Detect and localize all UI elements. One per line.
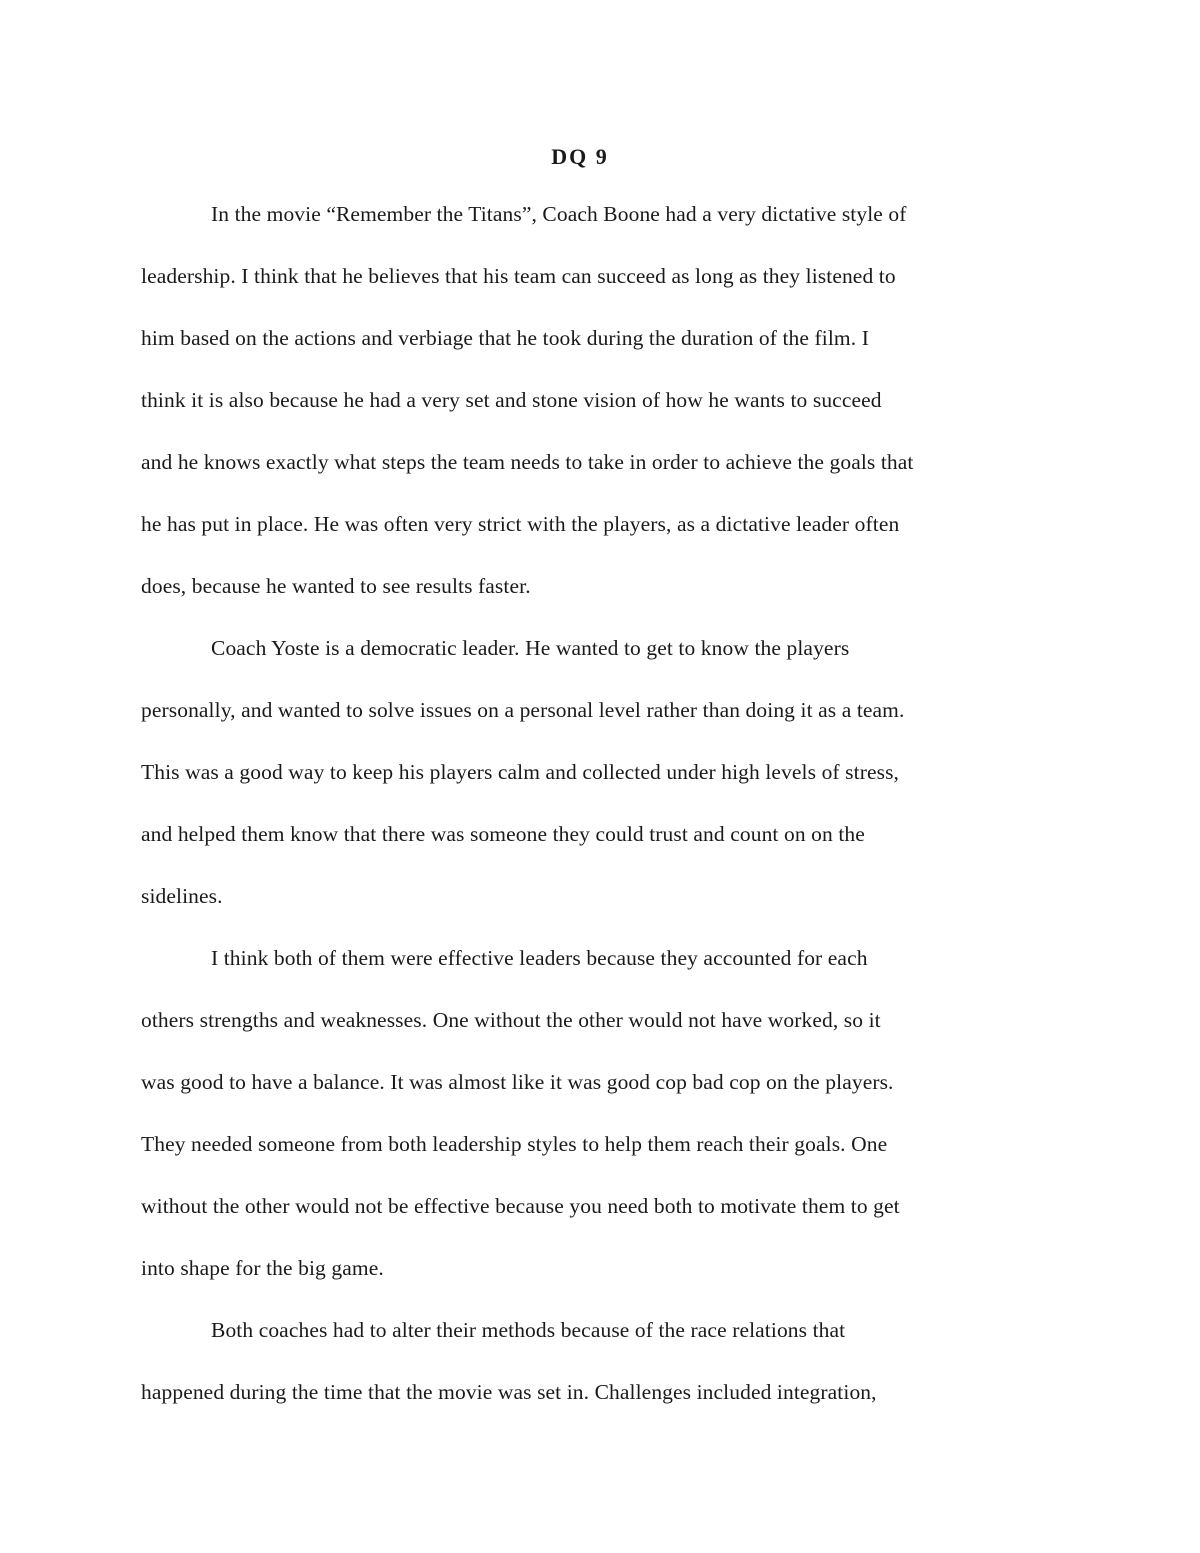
paragraph-4-line-2: happened during the time that the movie was set in. Challenges included integration, bbox=[141, 1380, 877, 1404]
paragraph-1-line-4: think it is also because he had a very set and stone vision of how he wants to succeed bbox=[141, 388, 882, 412]
paragraph-1-line-2: leadership. I think that he believes that his team can succeed as long as they listened to bbox=[141, 264, 896, 288]
paragraph-4-line-1: Both coaches had to alter their methods because of the race relations that bbox=[211, 1318, 846, 1342]
paragraph-2-line-5: sidelines. bbox=[141, 884, 223, 908]
paragraph-1-line-7: does, because he wanted to see results faster. bbox=[141, 574, 531, 598]
paragraph-3-line-3: was good to have a balance. It was almost like it was good cop bad cop on the players. bbox=[141, 1070, 894, 1094]
paragraph-3-line-4: They needed someone from both leadership styles to help them reach their goals. One bbox=[141, 1132, 888, 1156]
paragraph-3-line-1: I think both of them were effective leaders because they accounted for each bbox=[211, 946, 868, 970]
paragraph-2-line-2: personally, and wanted to solve issues on a personal level rather than doing it as a team. bbox=[141, 698, 905, 722]
paragraph-3-line-5: without the other would not be effective because you need both to motivate them to get bbox=[141, 1194, 900, 1218]
document-title: DQ 9 bbox=[551, 144, 609, 169]
paragraph-3-line-6: into shape for the big game. bbox=[141, 1256, 384, 1280]
paragraph-1-line-5: and he knows exactly what steps the team needs to take in order to achieve the goals that bbox=[141, 450, 914, 474]
paragraph-2-line-3: This was a good way to keep his players calm and collected under high levels of stress, bbox=[141, 760, 900, 784]
paragraph-3-line-2: others strengths and weaknesses. One without the other would not have worked, so it bbox=[141, 1008, 881, 1032]
paragraph-1-line-1: In the movie “Remember the Titans”, Coach Boone had a very dictative style of bbox=[211, 202, 907, 226]
paragraph-1-line-6: he has put in place. He was often very strict with the players, as a dictative leader often bbox=[141, 512, 900, 536]
paragraph-1-line-3: him based on the actions and verbiage that he took during the duration of the film. I bbox=[141, 326, 869, 350]
paragraph-2-line-1: Coach Yoste is a democratic leader. He wanted to get to know the players bbox=[211, 636, 850, 660]
paragraph-2-line-4: and helped them know that there was someone they could trust and count on on the bbox=[141, 822, 865, 846]
